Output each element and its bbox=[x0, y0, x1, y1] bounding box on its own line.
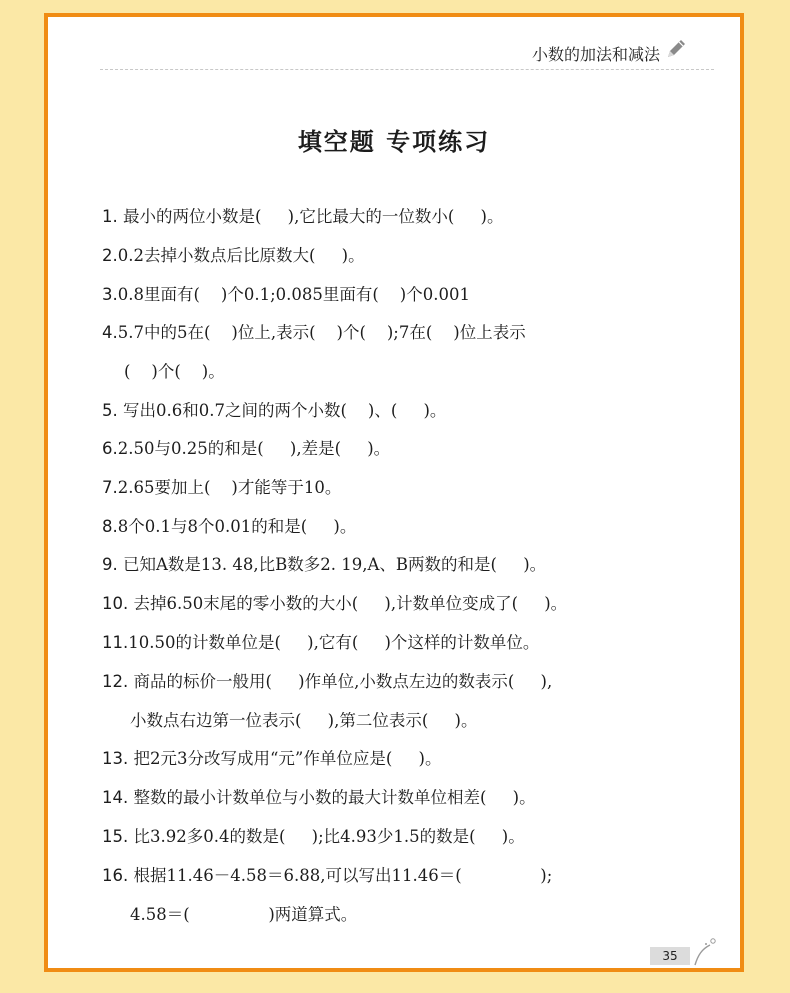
question-5: 5. 写出0.6和0.7之间的两个小数( )、( )。 bbox=[102, 401, 447, 420]
swirl-decoration-icon bbox=[692, 935, 718, 967]
question-7: 7.2.65要加上( )才能等于10。 bbox=[102, 478, 342, 497]
page-number: 35 bbox=[650, 947, 690, 965]
pencil-icon bbox=[664, 37, 688, 61]
question-10: 10. 去掉6.50末尾的零小数的大小( ),计数单位变成了( )。 bbox=[102, 594, 568, 613]
question-13: 13. 把2元3分改写成用“元”作单位应是( )。 bbox=[102, 749, 442, 768]
question-12: 12. 商品的标价一般用( )作单位,小数点左边的数表示( ), bbox=[102, 672, 553, 691]
worksheet-page bbox=[44, 13, 744, 972]
question-9: 9. 已知A数是13. 48,比B数多2. 19,A、B两数的和是( )。 bbox=[102, 555, 547, 574]
page-title: 填空题 专项练习 bbox=[297, 127, 491, 156]
question-11: 11.10.50的计数单位是( ),它有( )个这样的计数单位。 bbox=[102, 633, 540, 652]
question-3: 3.0.8里面有( )个0.1;0.085里面有( )个0.001 bbox=[102, 285, 470, 304]
page-header bbox=[100, 39, 714, 70]
question-4-continued: ( )个( )。 bbox=[124, 362, 225, 381]
question-4: 4.5.7中的5在( )位上,表示( )个( );7在( )位上表示 bbox=[102, 323, 526, 342]
question-16-continued: 4.58＝( )两道算式。 bbox=[130, 905, 358, 924]
question-16: 16. 根据11.46－4.58＝6.88,可以写出11.46＝( ); bbox=[102, 866, 553, 885]
question-12-continued: 小数点右边第一位表示( ),第二位表示( )。 bbox=[130, 711, 478, 730]
chapter-title: 小数的加法和减法 bbox=[531, 45, 660, 64]
question-2: 2.0.2去掉小数点后比原数大( )。 bbox=[102, 246, 365, 265]
question-1: 1. 最小的两位小数是( ),它比最大的一位数小( )。 bbox=[102, 207, 504, 226]
question-14: 14. 整数的最小计数单位与小数的最大计数单位相差( )。 bbox=[102, 788, 536, 807]
question-8: 8.8个0.1与8个0.01的和是( )。 bbox=[102, 517, 357, 536]
question-15: 15. 比3.92多0.4的数是( );比4.93少1.5的数是( )。 bbox=[102, 827, 525, 846]
question-6: 6.2.50与0.25的和是( ),差是( )。 bbox=[102, 439, 391, 458]
